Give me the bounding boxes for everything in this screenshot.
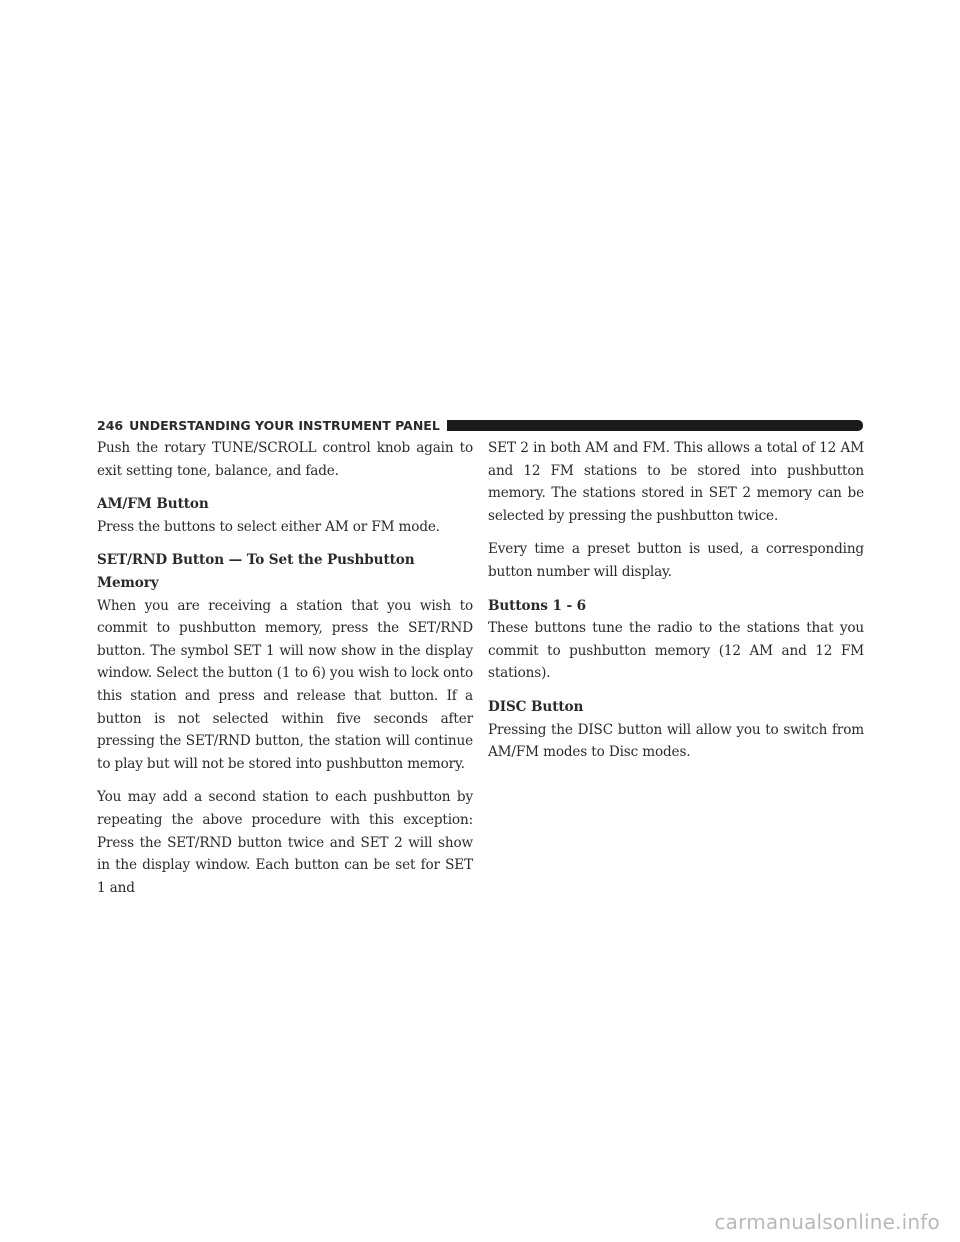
header-rule	[447, 420, 863, 431]
amfm-button-text: Press the buttons to select either AM or FM mode.	[97, 518, 440, 535]
amfm-button-heading: AM/FM Button	[97, 496, 209, 513]
disc-button-heading: DISC Button	[488, 698, 584, 715]
buttons-1-6-heading: Buttons 1 - 6	[488, 597, 586, 614]
left-column	[97, 437, 473, 910]
disc-button-text: Pressing the DISC button will allow you to switch from AM/FM modes to Disc modes.	[488, 721, 864, 761]
buttons-1-6-text: These buttons tune the radio to the stations that you commit to pushbutton memory (12 AM and 12 FM stations).	[488, 620, 864, 682]
section-title: UNDERSTANDING YOUR INSTRUMENT PANEL	[129, 417, 440, 433]
intro-paragraph: Push the rotary TUNE/SCROLL control knob again to exit setting tone, balance, and fade.	[97, 440, 473, 479]
second-station-text: You may add a second station to each pushbutton by repeating the above procedure with this exception: Press the SET/RND button twice and SET 2 will show in the display window. Each button can be set for SET 1 and	[97, 789, 473, 896]
page-header	[97, 416, 863, 434]
page-number: 246	[97, 417, 124, 433]
right-column	[488, 437, 864, 775]
set2-continued-text: SET 2 in both AM and FM. This allows a total of 12 AM and 12 FM stations to be stored into pushbutton memory. The stations stored in SET 2 memory can be selected by pressing the pushbutton twice.	[488, 440, 864, 524]
preset-button-text: Every time a preset button is used, a corresponding button number will display.	[488, 541, 864, 580]
setrnd-button-text: When you are receiving a station that you wish to commit to pushbutton memory, press the SET/RND button. The symbol SET 1 will now show in the display window. Select the button (1 to 6) you wish to lock onto this station and press and release that button. If a button is not selected within five seconds after pressing the SET/RND button, the station will continue to play but will not be stored into pushbutton memory.	[97, 597, 474, 772]
site-watermark: carmanualsonline.info	[714, 1210, 940, 1234]
setrnd-button-heading: SET/RND Button — To Set the Pushbutton Memory	[97, 552, 415, 591]
